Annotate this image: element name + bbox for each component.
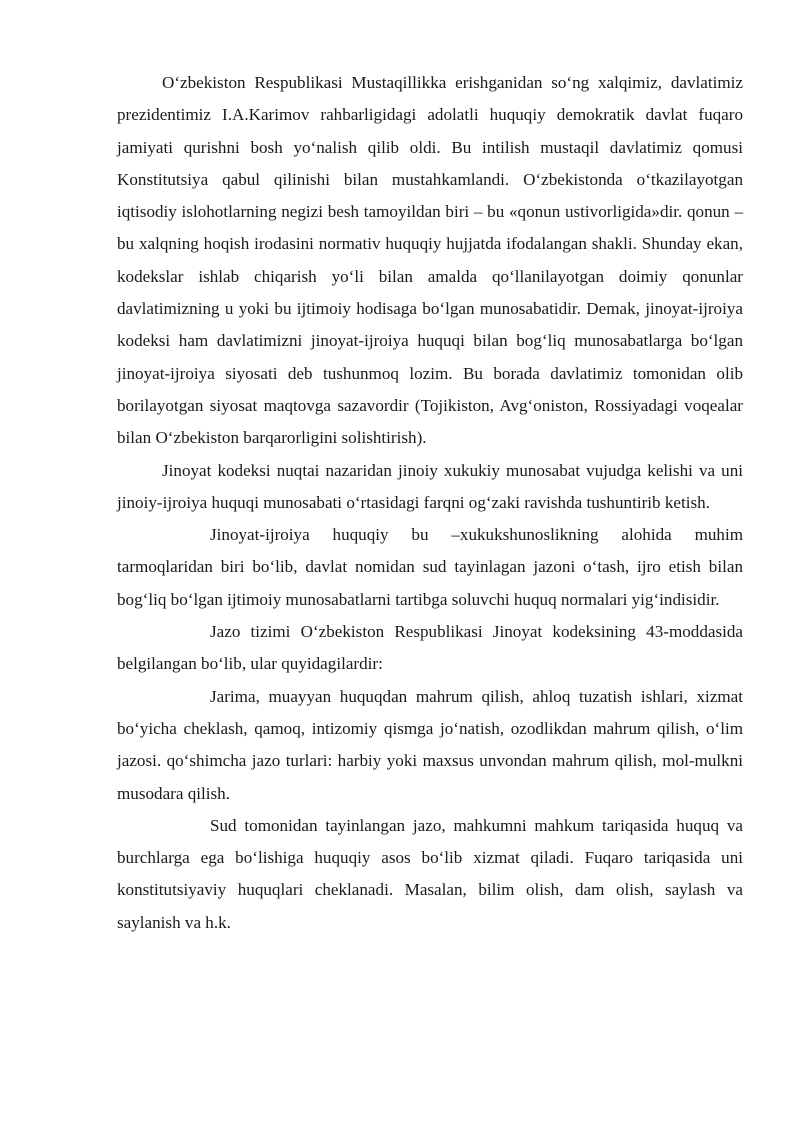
paragraph-criminal-code-relations: Jinoyat kodeksi nuqtai nazaridan jinoiy xukukiy munosabat vujudga kelishi va uni jinoiy-ijroiya huquqi munosabati o‘rtasidagi farqni og‘zaki ravishda tushuntirib ketish. <box>117 460 743 512</box>
paragraph-punishment-types: Jarima, muayyan huquqdan mahrum qilish, ahloq tuzatish ishlari, xizmat bo‘yicha cheklash, qamoq, intizomiy qismga jo‘natish, ozodlikdan mahrum qilish, o‘lim jazosi. qo‘shimcha jazo turlari: harbiy yoki maxsus unvondan mahrum qilish, mol-mulkni musodara qilish. <box>117 686 743 803</box>
paragraph-independence-and-law: O‘zbekiston Respublikasi Mustaqillikka erishganidan so‘ng xalqimiz, davlatimiz prezidentimiz I.A.Karimov rahbarligidagi adolatli huquqiy demokratik davlat fuqaro jamiyati qurishni bosh yo‘nalish qilib oldi. Bu intilish mustaqil davlatimiz qomusi Konstitutsiya qabul qilinishi bilan mustahkamlandi. O‘zbekistonda o‘tkazilayotgan iqtisodiy islohotlarning negizi besh tamoyildan biri – bu «qonun ustivorligida»dir. qonun – bu xalqning hoqish irodasini normativ huquqiy hujjatda ifodalangan shakli. Shunday ekan, kodekslar ishlab chiqarish yo‘li bilan amalda qo‘llanilayotgan doimiy qonunlar davlatimizning u yoki bu ijtimoiy hodisaga bo‘lgan munosabatidir. Demak, jinoyat-ijroiya kodeksi ham davlatimizni jinoyat-ijroiya huquqi bilan bog‘liq munosabatlarga bo‘lgan jinoyat-ijroiya siyosati deb tushunmoq lozim. Bu borada davlatimiz tomonidan olib borilayotgan siyosat maqtovga sazavordir (Tojikiston, Avg‘oniston, Rossiyadagi voqealar bilan O‘zbekiston barqarorligini solishtirish). <box>117 73 743 448</box>
paragraph-penal-law-definition: Jinoyat-ijroiya huquqiy bu –xukukshunoslikning alohida muhim tarmoqlaridan biri bo‘lib, davlat nomidan sud tayinlagan jazoni o‘tash, ijro etish bilan bog‘liq bo‘lgan ijtimoiy munosabatlarni tartibga soluvchi huquq normalari yig‘indisidir. <box>117 525 743 609</box>
document-body <box>117 67 743 939</box>
paragraph-punishment-system: Jazo tizimi O‘zbekiston Respublikasi Jinoyat kodeksining 43-moddasida belgilangan bo‘lib, ular quyidagilardir: <box>117 622 743 674</box>
paragraph-court-sentence: Sud tomonidan tayinlangan jazo, mahkumni mahkum tariqasida huquq va burchlarga ega bo‘lishiga huquqiy asos bo‘lib xizmat qiladi. Fuqaro tariqasida uni konstitutsiyaviy huquqlari cheklanadi. Masalan, bilim olish, dam olish, saylash va saylanish va h.k. <box>117 815 743 932</box>
